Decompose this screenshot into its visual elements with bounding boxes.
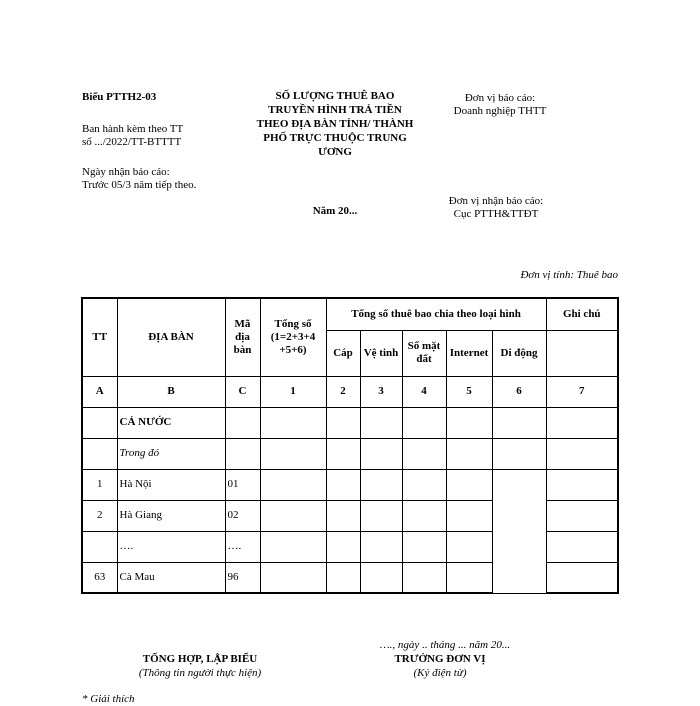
date-line: …., ngày .. tháng ... năm 20... bbox=[379, 639, 511, 651]
note-cell[interactable] bbox=[546, 469, 618, 500]
data-cell[interactable] bbox=[260, 500, 326, 531]
tt-cell: 1 bbox=[82, 469, 117, 500]
data-cell[interactable] bbox=[326, 407, 360, 438]
area-cell: Hà Nội bbox=[117, 469, 225, 500]
note-subheader-cell bbox=[546, 330, 618, 376]
data-cell[interactable] bbox=[326, 500, 360, 531]
data-cell[interactable] bbox=[326, 469, 360, 500]
code-cell: 01 bbox=[225, 469, 260, 500]
head-title: TRƯỞNG ĐƠN VỊ bbox=[394, 653, 486, 665]
issued-number: số .../2022/TT-BTTTT bbox=[82, 136, 182, 148]
index-cell: 3 bbox=[360, 376, 402, 407]
mobile-merged-cell[interactable] bbox=[492, 469, 546, 593]
table-row bbox=[82, 407, 618, 438]
data-cell[interactable] bbox=[260, 438, 326, 469]
area-cell: Hà Giang bbox=[117, 500, 225, 531]
tt-cell bbox=[82, 531, 117, 562]
reporter-value: Doanh nghiệp THTT bbox=[453, 105, 547, 117]
col-terrestrial-header: Số mặt đất bbox=[402, 330, 446, 376]
form-code: Biểu PTTH2-03 bbox=[82, 91, 157, 103]
data-cell[interactable] bbox=[446, 469, 492, 500]
data-cell[interactable] bbox=[402, 562, 446, 593]
data-cell[interactable] bbox=[360, 562, 402, 593]
receive-date-label: Ngày nhận báo cáo: bbox=[82, 166, 170, 178]
data-cell[interactable] bbox=[402, 500, 446, 531]
code-cell: 02 bbox=[225, 500, 260, 531]
index-cell: 6 bbox=[492, 376, 546, 407]
note-cell[interactable] bbox=[546, 531, 618, 562]
data-cell[interactable] bbox=[446, 438, 492, 469]
tt-cell: 2 bbox=[82, 500, 117, 531]
title-line: ƯƠNG bbox=[318, 146, 352, 158]
col-mobile-header: Di động bbox=[492, 330, 546, 376]
tt-cell bbox=[82, 407, 117, 438]
data-cell[interactable] bbox=[360, 500, 402, 531]
receive-deadline: Trước 05/3 năm tiếp theo. bbox=[82, 179, 197, 191]
title-line: PHỐ TRỰC THUỘC TRUNG bbox=[263, 132, 407, 144]
col-tt-header: TT bbox=[82, 298, 117, 376]
data-cell[interactable] bbox=[446, 500, 492, 531]
data-cell[interactable] bbox=[360, 531, 402, 562]
note-cell[interactable] bbox=[546, 407, 618, 438]
code-cell: 96 bbox=[225, 562, 260, 593]
title-line: SỐ LƯỢNG THUÊ BAO bbox=[275, 90, 395, 102]
data-cell[interactable] bbox=[446, 562, 492, 593]
col-internet-header: Internet bbox=[446, 330, 492, 376]
note-cell[interactable] bbox=[546, 562, 618, 593]
col-satellite-header: Vệ tinh bbox=[360, 330, 402, 376]
data-cell[interactable] bbox=[402, 469, 446, 500]
code-cell: …. bbox=[225, 531, 260, 562]
data-cell[interactable] bbox=[492, 407, 546, 438]
compiler-title: TỔNG HỢP, LẬP BIỂU bbox=[142, 653, 258, 665]
index-cell: B bbox=[117, 376, 225, 407]
unit-line: Đơn vị tính: Thuê bao bbox=[520, 269, 618, 281]
explanation-note: * Giải thích bbox=[82, 693, 135, 705]
area-cell: …. bbox=[117, 531, 225, 562]
header-row bbox=[82, 298, 618, 330]
col-note-header: Ghi chú bbox=[546, 298, 618, 330]
compiler-subtitle: (Thông tin người thực hiện) bbox=[138, 667, 262, 679]
tt-cell: 63 bbox=[82, 562, 117, 593]
index-cell: A bbox=[82, 376, 117, 407]
data-cell[interactable] bbox=[326, 531, 360, 562]
report-table bbox=[81, 297, 619, 594]
data-cell[interactable] bbox=[260, 469, 326, 500]
data-cell[interactable] bbox=[402, 531, 446, 562]
col-cap-header: Cáp bbox=[326, 330, 360, 376]
data-cell[interactable] bbox=[402, 407, 446, 438]
code-cell bbox=[225, 438, 260, 469]
title-line: TRUYỀN HÌNH TRẢ TIỀN bbox=[268, 104, 402, 116]
tt-cell bbox=[82, 438, 117, 469]
data-cell[interactable] bbox=[326, 562, 360, 593]
data-cell[interactable] bbox=[326, 438, 360, 469]
note-cell[interactable] bbox=[546, 438, 618, 469]
head-subtitle: (Ký điện tử) bbox=[413, 667, 467, 679]
area-cell: Cà Mau bbox=[117, 562, 225, 593]
data-cell[interactable] bbox=[360, 407, 402, 438]
index-cell: 4 bbox=[402, 376, 446, 407]
data-cell[interactable] bbox=[446, 531, 492, 562]
issued-label: Ban hành kèm theo TT bbox=[82, 123, 184, 135]
table-row bbox=[82, 469, 618, 500]
note-cell[interactable] bbox=[546, 500, 618, 531]
col-code-header: Mã địa bàn bbox=[225, 298, 260, 376]
index-cell: 1 bbox=[260, 376, 326, 407]
col-group-header: Tổng số thuê bao chia theo loại hình bbox=[326, 298, 546, 330]
data-cell[interactable] bbox=[446, 407, 492, 438]
index-row bbox=[82, 376, 618, 407]
reporter-label: Đơn vị báo cáo: bbox=[464, 92, 536, 104]
year-line: Năm 20... bbox=[312, 205, 358, 217]
title-line: THEO ĐỊA BÀN TỈNH/ THÀNH bbox=[256, 118, 414, 130]
code-cell bbox=[225, 407, 260, 438]
receiver-label: Đơn vị nhận báo cáo: bbox=[448, 195, 544, 207]
data-cell[interactable] bbox=[360, 469, 402, 500]
index-cell: 7 bbox=[546, 376, 618, 407]
data-cell[interactable] bbox=[260, 407, 326, 438]
area-cell: Trong đó bbox=[117, 438, 225, 469]
col-area-header: ĐỊA BÀN bbox=[117, 298, 225, 376]
data-cell[interactable] bbox=[492, 438, 546, 469]
col-total-header: Tổng số (1=2+3+4 +5+6) bbox=[260, 298, 326, 376]
index-cell: 5 bbox=[446, 376, 492, 407]
index-cell: C bbox=[225, 376, 260, 407]
area-cell: CẢ NƯỚC bbox=[117, 407, 225, 438]
data-cell[interactable] bbox=[402, 438, 446, 469]
data-cell[interactable] bbox=[360, 438, 402, 469]
receiver-value: Cục PTTH&TTĐT bbox=[453, 208, 539, 220]
table-row bbox=[82, 438, 618, 469]
index-cell: 2 bbox=[326, 376, 360, 407]
data-cell[interactable] bbox=[260, 531, 326, 562]
report-title bbox=[240, 89, 430, 159]
data-cell[interactable] bbox=[260, 562, 326, 593]
